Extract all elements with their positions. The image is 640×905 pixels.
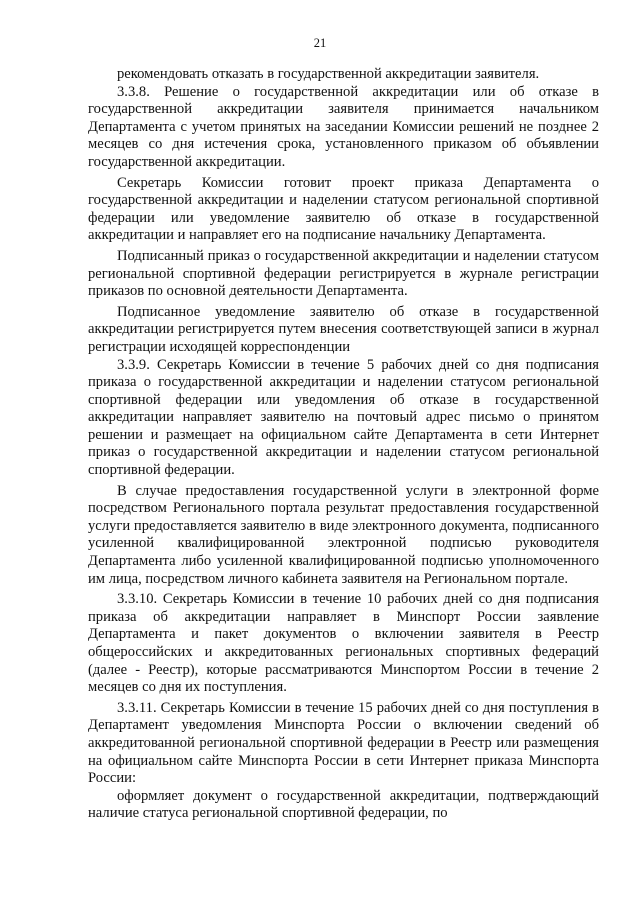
paragraph-signed-order-registration: Подписанный приказ о государственной аккредитации и наделении статусом региональной спортивной федерации регистрируется в журнале регистрации приказов по основной деятельности Департамента. — [88, 247, 599, 300]
paragraph-3-3-10: 3.3.10. Секретарь Комиссии в течение 10 рабочих дней со дня подписания приказа об аккредитации направляет в Минспорт России заявление Департамента и пакет документов о включении заявителя в Реестр общероссийских и аккредитованных региональных спортивных федераций (далее - Реестр), которые рассматриваются Минспортом России в течение 2 месяцев со дня их поступления. — [88, 591, 599, 696]
paragraph-3-3-9: 3.3.9. Секретарь Комиссии в течение 5 рабочих дней со дня подписания приказа о государственной аккредитации и наделении статусом региональной спортивной федерации или уведомления об отказе в государственной аккредитации направляет заявителю на почтовый адрес письмо о принятом решении и размещает на официальном сайте Департамента в сети Интернет приказ о государственной аккредитации и наделении статусом региональной спортивной федерации. — [88, 356, 599, 479]
paragraph-issues-document: оформляет документ о государственной аккредитации, подтверждающий наличие статуса региональной спортивной федерации, по — [88, 787, 599, 822]
page-number: 21 — [313, 36, 327, 50]
paragraph-electronic-form: В случае предоставления государственной услуги в электронной форме посредством Регионального портала результат предоставления государственной услуги предоставляется заявителю в виде электронного документа, подписанного усиленной квалифицированной электронной подписью руководителя Департамента либо усиленной квалифицированной подписью уполномоченного им лица, посредством личного кабинета заявителя на Региональном портале. — [88, 482, 599, 587]
paragraph-3-3-11: 3.3.11. Секретарь Комиссии в течение 15 рабочих дней со дня поступления в Департамент уведомления Минспорта России о включении сведений об аккредитованной региональной спортивной федерации в Реестр или размещения на официальном сайте Минспорта России в сети Интернет приказа Минспорта России: — [88, 699, 599, 787]
paragraph-continuation: рекомендовать отказать в государственной аккредитации заявителя. — [117, 66, 540, 82]
paragraph-3-3-8: 3.3.8. Решение о государственной аккредитации или об отказе в государственной аккредитации заявителя принимается начальником Департамента с учетом принятых на заседании Комиссии решений не позднее 2 месяцев со дня истечения срока, установленного приказом об объявлении государственной аккредитации. — [88, 83, 599, 170]
document-body — [88, 66, 599, 823]
paragraph-secretary-prepares-order: Секретарь Комиссии готовит проект приказа Департамента о государственной аккредитации и наделении статусом региональной спортивной федерации или уведомление заявителю об отказе в государственной аккредитации и направляет его на подписание начальнику Департамента. — [88, 174, 599, 244]
paragraph-signed-notice-registration: Подписанное уведомление заявителю об отказе в государственной аккредитации регистрируется путем внесения соответствующей записи в журнал регистрации исходящей корреспонденции — [88, 303, 599, 355]
